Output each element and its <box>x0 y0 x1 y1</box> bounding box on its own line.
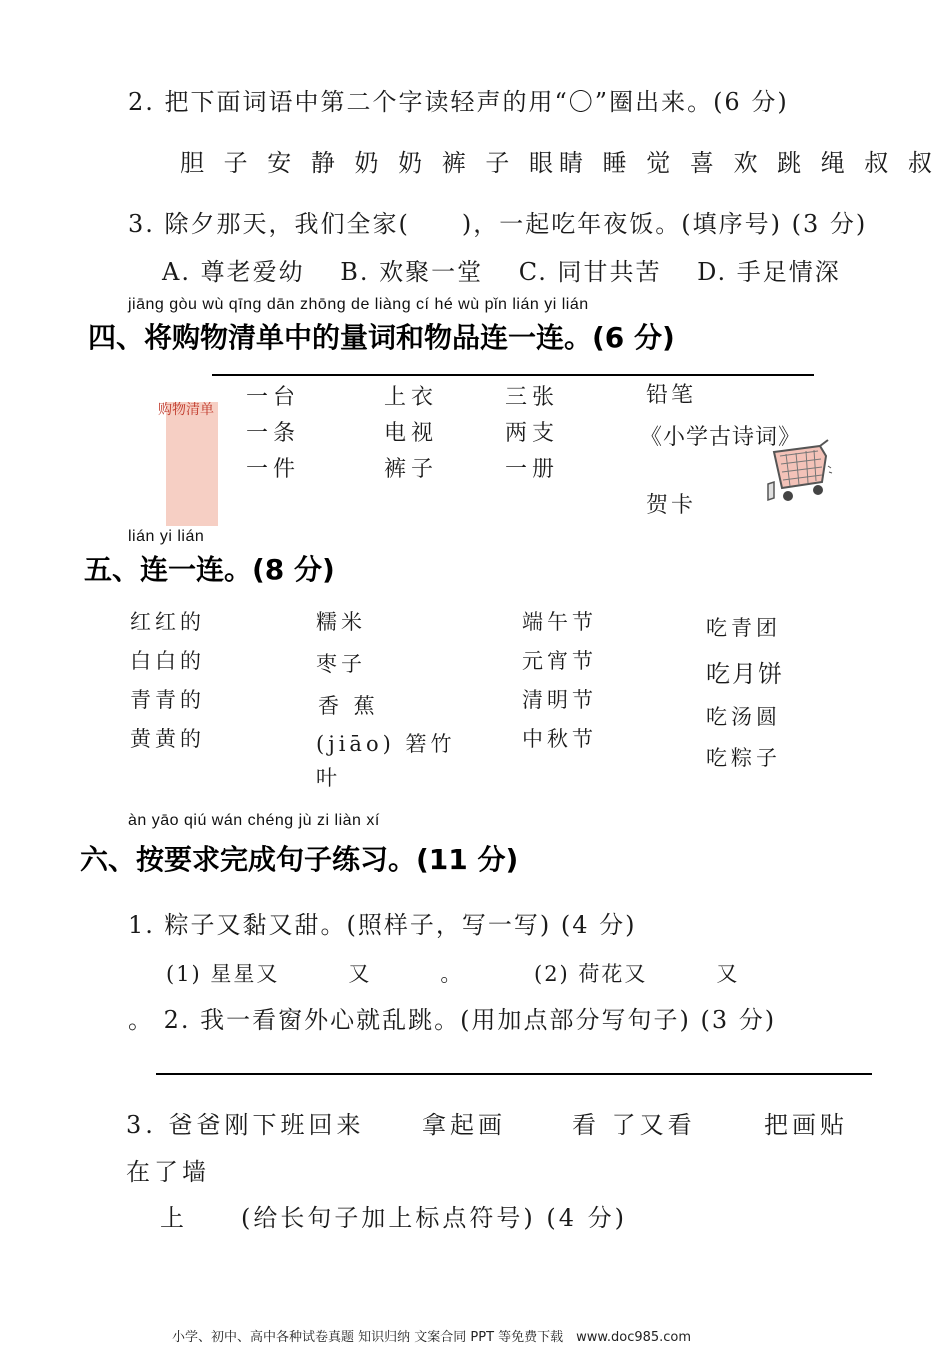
section-6-q1-line-a: (1) 星星又 又 。 <box>166 962 464 986</box>
shopping-list-tag <box>166 402 218 526</box>
section-6-q3-part: 看 了又看 <box>572 1111 696 1139</box>
section-6-question-1: 1. 粽子又黏又甜。(照样子，写一写) (4 分) <box>128 911 637 939</box>
shopping-list-label: 购物清单 <box>158 402 214 418</box>
s4-col1-item: 一台 <box>246 385 301 410</box>
s4-col4-item: 铅笔 <box>646 383 697 408</box>
s4-col2-item: 上衣 <box>384 385 439 410</box>
s5-col1-item: 青青的 <box>130 688 205 712</box>
s4-col1-item: 一条 <box>246 421 301 446</box>
page-footer: 小学、初中、高中各种试卷真题 知识归纳 文案合同 PPT 等免费下载 www.doc985.com <box>172 1330 692 1345</box>
s5-col2-item: 枣子 <box>316 652 366 676</box>
s4-col1-item: 一件 <box>246 457 301 482</box>
s4-col2-item: 裤子 <box>384 457 439 482</box>
section-4-title: 四、将购物清单中的量词和物品连一连。(6 分) <box>88 321 675 354</box>
question-3-prompt: 3. 除夕那天，我们全家( )，一起吃年夜饭。(填序号) (3 分) <box>128 210 868 238</box>
section-6-q1-line-b: (2) 荷花又 又 <box>534 962 740 986</box>
question-3-options: A. 尊老爱幼 B. 欢聚一堂 C. 同甘共苦 D. 手足情深 <box>162 258 841 286</box>
section-6-question-2: 。 2. 我一看窗外心就乱跳。(用加点部分写句子) (3 分) <box>128 1006 777 1034</box>
s5-col3-item: 清明节 <box>522 688 597 712</box>
section-5-pinyin: lián yi lián <box>128 528 205 545</box>
s4-col4-item: 贺卡 <box>646 493 697 518</box>
question-2-words: 胆 子 安 静 奶 奶 裤 子 眼睛 睡 觉 喜 欢 跳 绳 叔 叔 <box>180 149 939 177</box>
s4-col3-item: 三张 <box>505 385 560 410</box>
section-6-q3-part: 3. 爸爸刚下班回来 <box>126 1111 365 1139</box>
s5-col3-item: 元宵节 <box>522 649 597 673</box>
s5-col3-item: 中秋节 <box>522 727 597 751</box>
s5-col4-item: 吃汤圆 <box>706 705 781 729</box>
s5-col2-item: (jiāo) 箬竹 <box>316 732 456 756</box>
shopping-cart-icon <box>764 438 836 508</box>
section-6-q3-part: 拿起画 <box>422 1111 506 1139</box>
s4-col3-item: 两支 <box>505 421 560 446</box>
s5-col4-item: 吃月饼 <box>706 660 784 688</box>
s5-col1-item: 黄黄的 <box>130 727 205 751</box>
s4-col4-item: 《小学古诗词》 <box>640 425 802 450</box>
s4-col2-item: 电视 <box>384 421 439 446</box>
section-6-pinyin: àn yāo qiú wán chéng jù zi liàn xí <box>128 812 380 829</box>
s5-col1-item: 白白的 <box>130 649 205 673</box>
s5-col4-item: 吃粽子 <box>706 746 781 770</box>
s4-col3-item: 一册 <box>505 457 560 482</box>
answer-line <box>156 1073 872 1075</box>
shopping-list-top-rule <box>212 374 814 376</box>
s5-col2-item: 糯米 <box>316 610 366 634</box>
s5-col1-item: 红红的 <box>130 610 205 634</box>
question-2-prompt: 2. 把下面词语中第二个字读轻声的用“〇”圈出来。(6 分) <box>128 88 789 116</box>
s5-col3-item: 端午节 <box>522 610 597 634</box>
section-5-title: 五、连一连。(8 分) <box>84 553 335 586</box>
s5-col4-item: 吃青团 <box>706 616 781 640</box>
section-6-q3-line-3: 上 (给长句子加上标点符号) (4 分) <box>160 1204 627 1232</box>
section-4-pinyin: jiāng gòu wù qīng dān zhōng de liàng cí hé wù pǐn lián yi lián <box>128 296 589 313</box>
section-6-q3-part: 把画贴 <box>764 1111 848 1139</box>
section-6-q3-line-2: 在了墙 <box>126 1158 210 1186</box>
section-6-title: 六、按要求完成句子练习。(11 分) <box>80 843 519 876</box>
s5-col2-item: 香 蕉 <box>318 694 379 718</box>
s5-col2-item: 叶 <box>316 766 341 790</box>
